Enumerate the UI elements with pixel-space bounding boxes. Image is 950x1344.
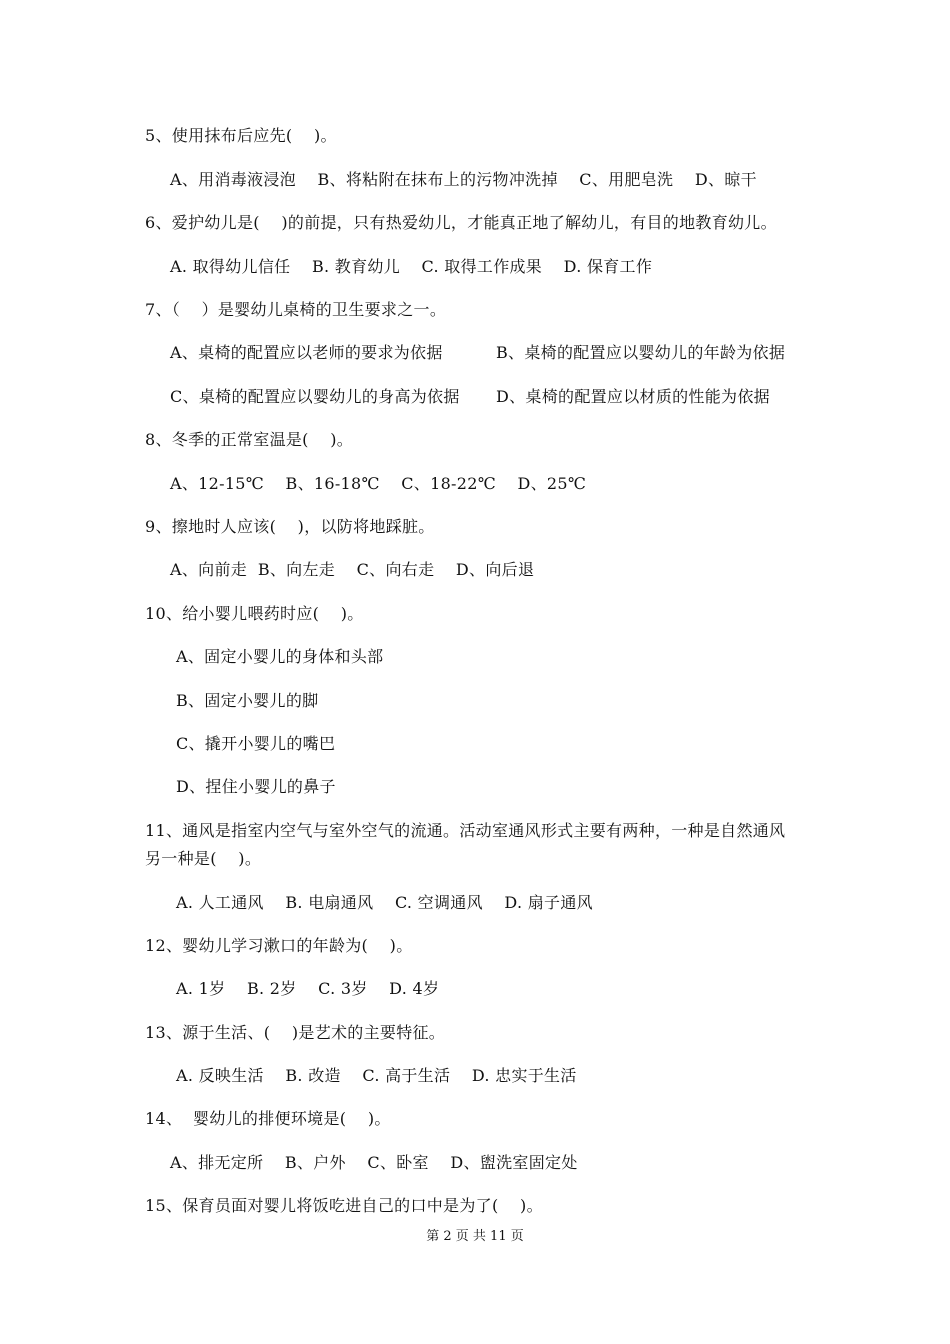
question-6-options: A. 取得幼儿信任 B. 教育幼儿 C. 取得工作成果 D. 保育工作 — [170, 257, 653, 276]
question-5-options: A、用消毒液浸泡 B、将粘附在抹布上的污物冲洗掉 C、用肥皂洗 D、晾干 — [170, 170, 757, 189]
question-7-option-d: D、桌椅的配置应以材质的性能为依据 — [496, 387, 770, 406]
question-8-options: A、12-15℃ B、16-18℃ C、18-22℃ D、25℃ — [170, 474, 587, 493]
question-10-option-d: D、捏住小婴儿的鼻子 — [176, 777, 336, 796]
question-9-stem: 9、擦地时人应该( )，以防将地踩脏。 — [145, 517, 435, 536]
question-8-stem: 8、冬季的正常室温是( )。 — [145, 430, 354, 449]
question-10-option-a: A、固定小婴儿的身体和头部 — [176, 647, 384, 666]
question-9-options: A、向前走 B、向左走 C、向右走 D、向后退 — [170, 560, 535, 579]
question-14-stem: 14、 婴幼儿的排便环境是( )。 — [145, 1109, 391, 1128]
question-14-options: A、排无定所 B、户外 C、卧室 D、盥洗室固定处 — [170, 1153, 578, 1172]
question-12-stem: 12、婴幼儿学习漱口的年龄为( )。 — [145, 936, 413, 955]
question-6-stem: 6、爱护幼儿是( )的前提，只有热爱幼儿，才能真正地了解幼儿，有目的地教育幼儿。 — [145, 213, 777, 232]
question-11-options: A. 人工通风 B. 电扇通风 C. 空调通风 D. 扇子通风 — [176, 893, 593, 912]
question-10-option-c: C、撬开小婴儿的嘴巴 — [176, 734, 336, 753]
question-11-stem-continued: 另一种是( )。 — [145, 849, 262, 868]
question-10-option-b: B、固定小婴儿的脚 — [176, 691, 319, 710]
question-12-options: A. 1岁 B. 2岁 C. 3岁 D. 4岁 — [176, 979, 440, 998]
question-7-option-b: B、桌椅的配置应以婴幼儿的年龄为依据 — [496, 343, 786, 362]
question-7-option-a: A、桌椅的配置应以老师的要求为依据 — [170, 343, 443, 362]
question-10-stem: 10、给小婴儿喂药时应( )。 — [145, 604, 364, 623]
question-7-option-c: C、桌椅的配置应以婴幼儿的身高为依据 — [170, 387, 460, 406]
question-13-options: A. 反映生活 B. 改造 C. 高于生活 D. 忠实于生活 — [176, 1066, 577, 1085]
question-13-stem: 13、源于生活、( )是艺术的主要特征。 — [145, 1023, 446, 1042]
question-15-stem: 15、保育员面对婴儿将饭吃进自己的口中是为了( )。 — [145, 1196, 543, 1215]
question-11-stem: 11、通风是指室内空气与室外空气的流通。活动室通风形式主要有两种，一种是自然通风 — [145, 821, 786, 840]
page-number-footer: 第 2 页 共 11 页 — [426, 1229, 524, 1244]
question-5-stem: 5、使用抹布后应先( )。 — [145, 126, 337, 145]
question-7-stem: 7、（ ）是婴幼儿桌椅的卫生要求之一。 — [145, 300, 447, 319]
